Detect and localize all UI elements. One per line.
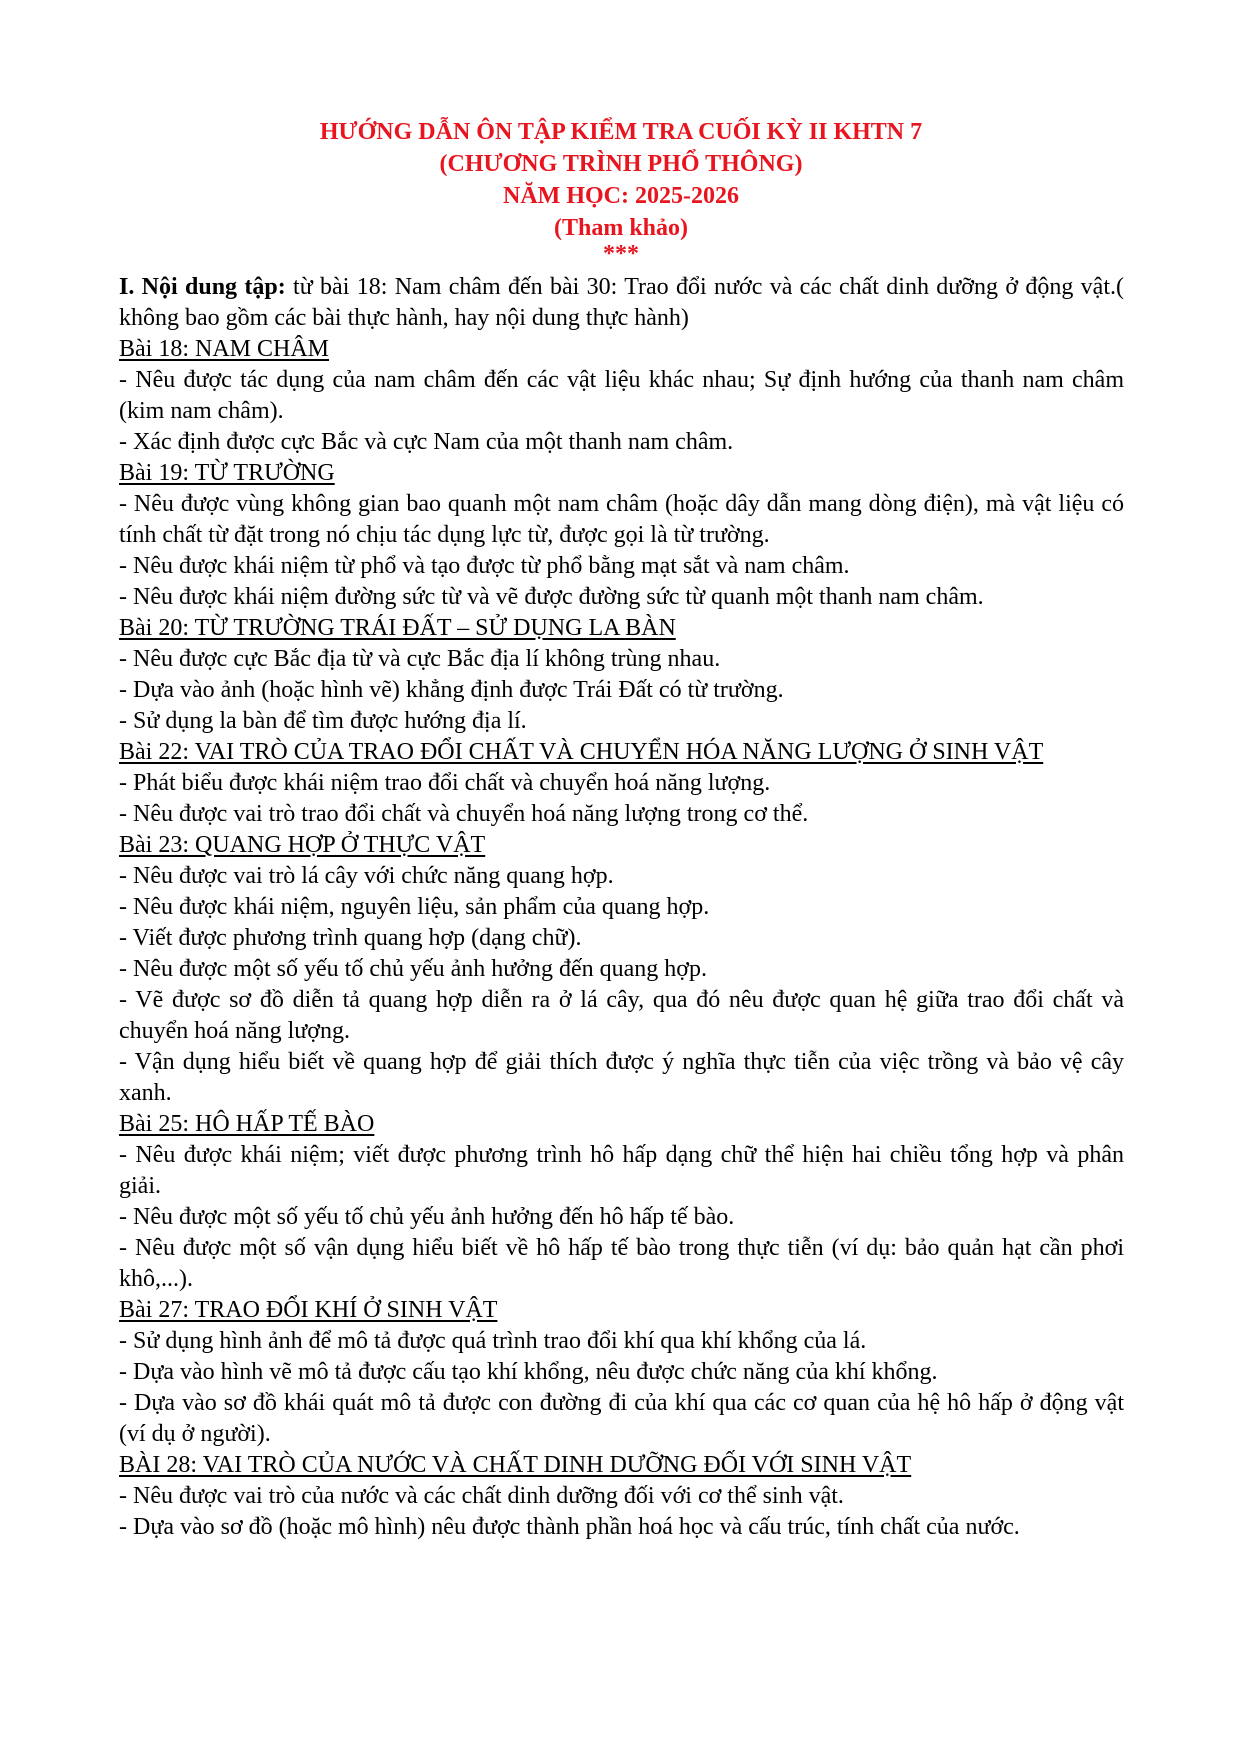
section-heading-line [119, 458, 1124, 489]
section-heading-line [119, 1295, 1124, 1326]
intro-text: từ bài 18: Nam châm đến bài 30: Trao đổi nước và các chất dinh dưỡng ở động vật.( không bao gồm các bài thực hành, hay nội dung thực hành) [119, 274, 1124, 331]
list-item: - Nêu được vai trò trao đổi chất và chuyển hoá năng lượng trong cơ thể. [119, 801, 809, 827]
title-block [0, 116, 1242, 266]
document-body [119, 272, 1124, 1543]
list-item: - Dựa vào ảnh (hoặc hình vẽ) khẳng định được Trái Đất có từ trường. [119, 677, 784, 703]
section [119, 458, 1124, 613]
section [119, 830, 1124, 1109]
list-item: - Nêu được cực Bắc địa từ và cực Bắc địa lí không trùng nhau. [119, 646, 721, 672]
section [119, 334, 1124, 458]
list-item: - Nêu được tác dụng của nam châm đến các vật liệu khác nhau; Sự định hướng của thanh nam châm (kim nam châm). [119, 367, 1124, 424]
list-item: - Nêu được vùng không gian bao quanh một nam châm (hoặc dây dẫn mang dòng điện), mà vật liệu có tính chất từ đặt trong nó chịu tác dụng lực từ, được gọi là từ trường. [119, 491, 1124, 548]
section-heading-line [119, 830, 1124, 861]
list-item: - Nêu được khái niệm đường sức từ và vẽ được đường sức từ quanh một thanh nam châm. [119, 584, 984, 610]
section-heading-line [119, 737, 1124, 768]
section [119, 1295, 1124, 1450]
list-item: - Dựa vào hình vẽ mô tả được cấu tạo khí khổng, nêu được chức năng của khí khổng. [119, 1359, 938, 1385]
section-heading: Bài 18: NAM CHÂM [119, 336, 330, 362]
list-item: - Nêu được khái niệm từ phổ và tạo được từ phổ bằng mạt sắt và nam châm. [119, 553, 850, 579]
section-heading-line [119, 1450, 1124, 1481]
list-item: - Viết được phương trình quang hợp (dạng chữ). [119, 925, 582, 951]
list-item: - Vẽ được sơ đồ diễn tả quang hợp diễn ra ở lá cây, qua đó nêu được quan hệ giữa trao đổi chất và chuyển hoá năng lượng. [119, 987, 1124, 1044]
list-item: - Phát biểu được khái niệm trao đổi chất và chuyển hoá năng lượng. [119, 770, 771, 796]
intro-paragraph [119, 272, 1124, 334]
section-heading-line [119, 334, 1124, 365]
list-item: - Dựa vào sơ đồ (hoặc mô hình) nêu được thành phần hoá học và cấu trúc, tính chất của nước. [119, 1514, 1020, 1540]
list-item: - Nêu được khái niệm; viết được phương trình hô hấp dạng chữ thể hiện hai chiều tổng hợp và phân giải. [119, 1142, 1124, 1199]
title-line-3: NĂM HỌC: 2025-2026 [503, 183, 739, 209]
section [119, 1109, 1124, 1295]
title-line-4: (Tham khảo) [553, 215, 689, 241]
list-item: - Nêu được một số yếu tố chủ yếu ảnh hưởng đến quang hợp. [119, 956, 707, 982]
section [119, 613, 1124, 737]
list-item: - Vận dụng hiểu biết về quang hợp để giải thích được ý nghĩa thực tiễn của việc trồng và bảo vệ cây xanh. [119, 1049, 1124, 1106]
section-heading: Bài 22: VAI TRÒ CỦA TRAO ĐỔI CHẤT VÀ CHUYỂN HÓA NĂNG LƯỢNG Ở SINH VẬT [119, 739, 1044, 765]
list-item: - Nêu được vai trò lá cây với chức năng quang hợp. [119, 863, 614, 889]
list-item: - Nêu được một số vận dụng hiểu biết về hô hấp tế bào trong thực tiễn (ví dụ: bảo quản hạt cần phơi khô,...). [119, 1235, 1124, 1292]
list-item: - Dựa vào sơ đồ khái quát mô tả được con đường đi của khí qua các cơ quan của hệ hô hấp ở động vật (ví dụ ở người). [119, 1390, 1124, 1447]
section-heading: Bài 23: QUANG HỢP Ở THỰC VẬT [119, 832, 486, 858]
title-line-2: (CHƯƠNG TRÌNH PHỔ THÔNG) [439, 151, 803, 177]
section-heading: Bài 20: TỪ TRƯỜNG TRÁI ĐẤT – SỬ DỤNG LA BÀN [119, 615, 676, 641]
list-item: - Sử dụng hình ảnh để mô tả được quá trình trao đổi khí qua khí khổng của lá. [119, 1328, 867, 1354]
section-heading: BÀI 28: VAI TRÒ CỦA NƯỚC VÀ CHẤT DINH DƯỠNG ĐỐI VỚI SINH VẬT [119, 1452, 912, 1478]
list-item: - Sử dụng la bàn để tìm được hướng địa lí. [119, 708, 527, 734]
list-item: - Xác định được cực Bắc và cực Nam của một thanh nam châm. [119, 429, 734, 455]
section-heading-line [119, 613, 1124, 644]
list-item: - Nêu được một số yếu tố chủ yếu ảnh hưởng đến hô hấp tế bào. [119, 1204, 735, 1230]
title-line-1: HƯỚNG DẪN ÔN TẬP KIỂM TRA CUỐI KỲ II KHTN 7 [319, 119, 923, 145]
section-heading: Bài 19: TỪ TRƯỜNG [119, 460, 335, 486]
list-item: - Nêu được khái niệm, nguyên liệu, sản phẩm của quang hợp. [119, 894, 710, 920]
section [119, 737, 1124, 830]
section-heading: Bài 25: HÔ HẤP TẾ BÀO [119, 1111, 375, 1137]
list-item: - Nêu được vai trò của nước và các chất dinh dưỡng đối với cơ thể sinh vật. [119, 1483, 844, 1509]
intro-label: I. Nội dung tập: [119, 274, 286, 300]
title-stars: *** [603, 241, 639, 267]
section-heading-line [119, 1109, 1124, 1140]
sections-container [119, 334, 1124, 1543]
section-heading: Bài 27: TRAO ĐỔI KHÍ Ở SINH VẬT [119, 1297, 498, 1323]
section [119, 1450, 1124, 1543]
